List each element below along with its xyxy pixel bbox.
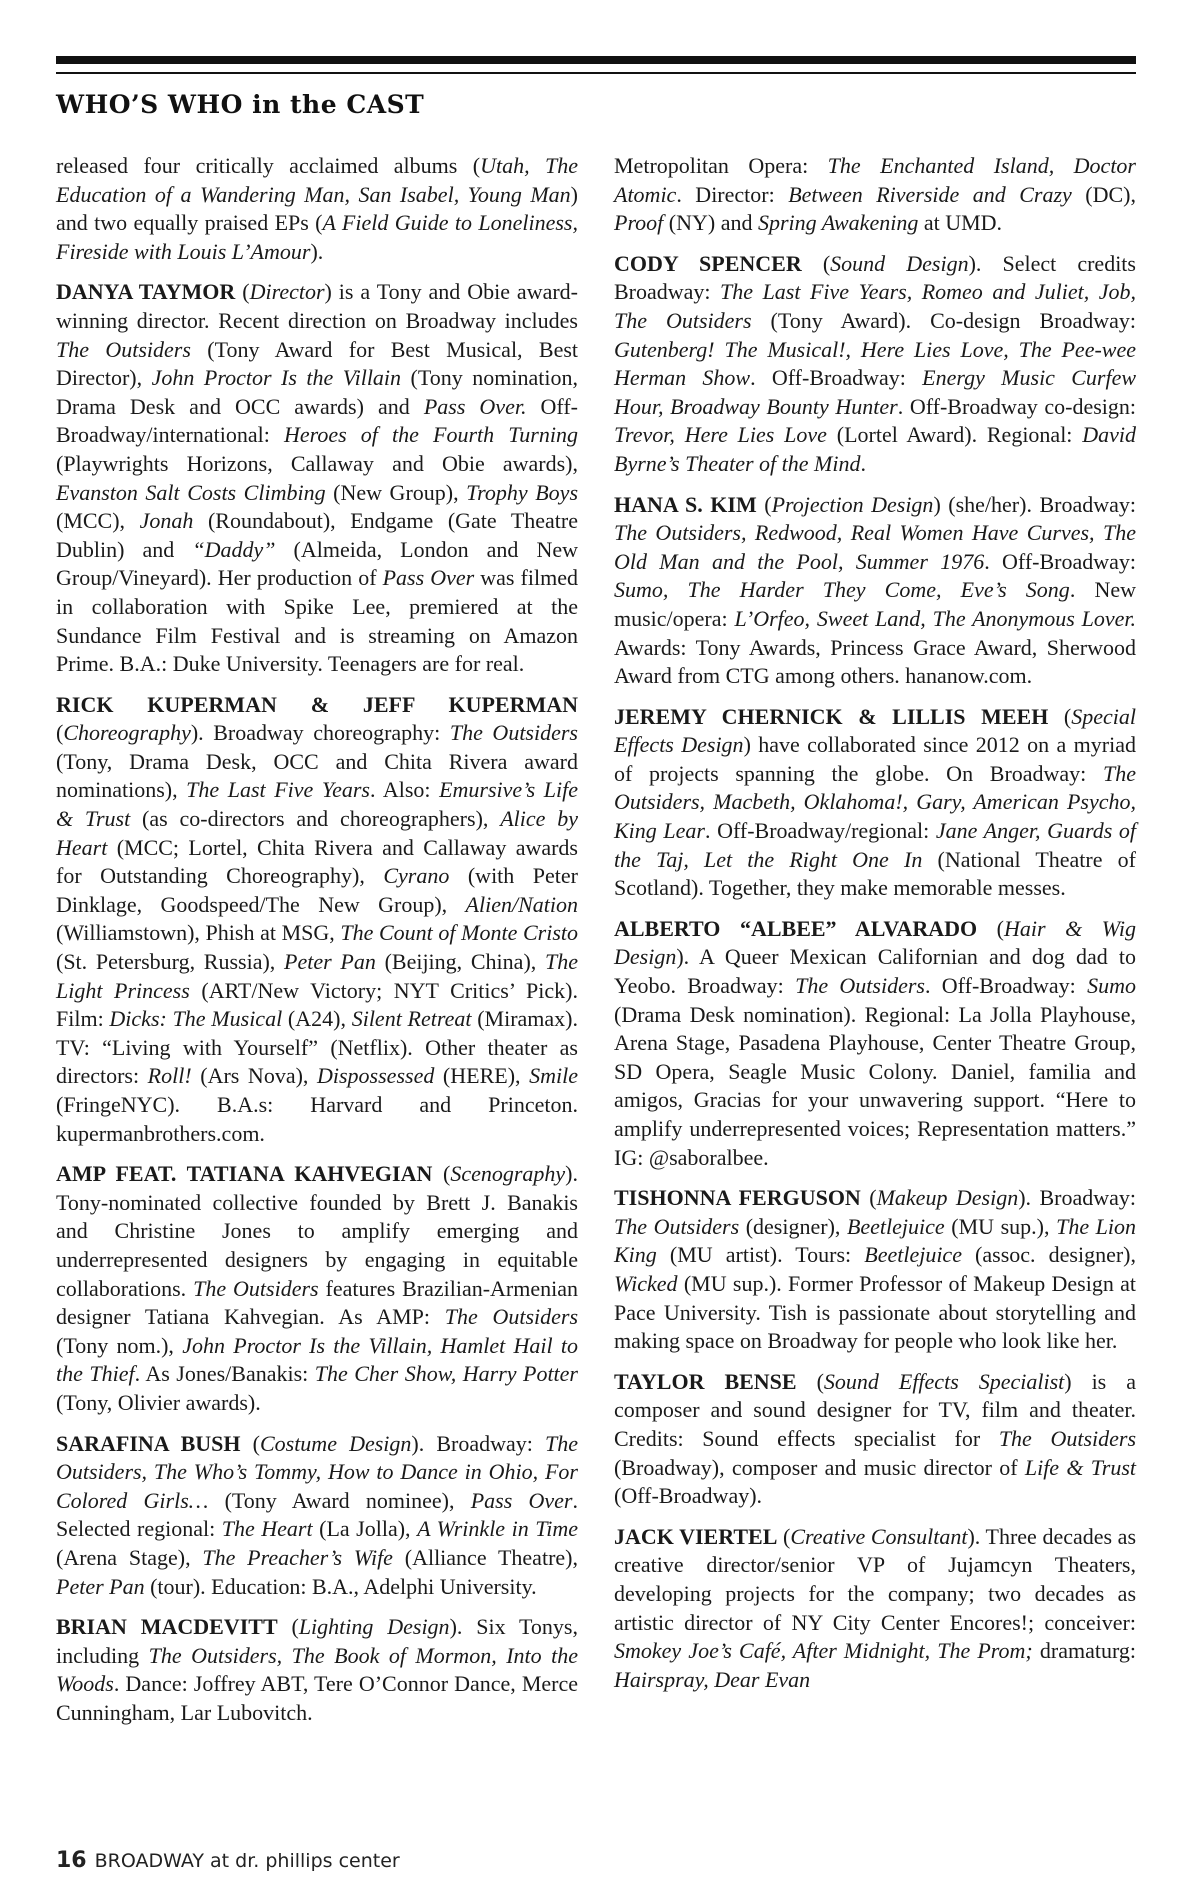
bio-role: Sound Effects Specialist <box>823 1368 1065 1394</box>
bio-text: AMP FEAT. TATIANA KAHVEGIAN (Scenography). Tony-nominated collective founded by Brett J. Banakis and Christine Jones to amplify emerging and underrepresented designers by engaging in equitable collaborations. The Outsiders features Brazilian-Armenian designer Tatiana Kahvegian. As AMP: The Outsiders (Tony nom.), John Proctor Is the Villain, Hamlet Hail to the Thief. As Jones/Banakis: The Cher Show, Harry Potter (Tony, Olivier awards). <box>56 1161 579 1415</box>
bio-role: Makeup Design <box>876 1185 1019 1211</box>
bio-role: Creative Consultant <box>790 1523 968 1549</box>
title-italic: The Outsiders, The Who’s Tommy, How to Dance in Ohio, For Colored Girls… <box>56 1430 579 1513</box>
bio-segment: (Ars Nova), <box>191 1063 317 1089</box>
bio-segment: . Off-Broadway: <box>984 548 1137 574</box>
bio-segment: (NY) and <box>663 210 758 236</box>
bio-segment: features Brazilian-Armenian designer Tatiana Kahvegian. As AMP: <box>56 1275 578 1330</box>
title-italic: The Lion King <box>614 1213 1136 1268</box>
bio-segment: at UMD. <box>918 210 1003 236</box>
title-italic: The Outsiders <box>193 1275 319 1301</box>
bio-segment: is a composer and sound designer for TV, film and theater. Credits: Sound effects specialist for <box>614 1368 1136 1451</box>
title-italic: David Byrne’s Theater of the Mind <box>614 422 1136 476</box>
bio-role: Lighting Design <box>298 1614 450 1640</box>
title-italic: Dispossessed <box>317 1063 435 1089</box>
bio-entry-alberto <box>614 915 1136 1172</box>
bio-segment: have collaborated since 2012 on a myriad of projects spanning the globe. On Broadway: <box>614 732 1136 786</box>
title-italic: The Preacher’s Wife <box>202 1544 393 1570</box>
header-rule-thin <box>56 72 1136 74</box>
title-italic: Evanston Salt Costs Climbing <box>56 479 326 505</box>
title-italic: Dicks: The Musical <box>109 1006 283 1032</box>
bio-segment: (tour). Education: B.A., Adelphi University. <box>144 1573 537 1599</box>
bio-text: RICK KUPERMAN & JEFF KUPERMAN (Choreography). Broadway choreography: The Outsiders (Tony, Drama Desk, OCC and Chita Rivera award nominations), The Last Five Years. Also: Emursive’s Life & Trust (as co-directors and choreographers), Alice by Heart (MCC; Lortel, Chita Rivera and Callaway awards for Outstanding Choreography), Cyrano (with Peter Dinklage, Goodspeed/The New Group), Alien/Nation (Williamstown), Phish at MSG, The Count of Monte Cristo (St. Petersburg, Russia), Peter Pan (Beijing, China), The Light Princess (ART/New Victory; NYT Critics’ Pick). Film: Dicks: The Musical (A24), Silent Retreat (Miramax). TV: “Living with Yourself” (Netflix). Other theater as directors: Roll! (Ars Nova), Dispossessed (HERE), Smile (FringeNYC). B.A.s: Harvard and Princeton. kupermanbrothers.com. <box>56 691 579 1146</box>
bio-segment: (Tony nomination, Drama Desk and OCC awards) and <box>56 365 578 419</box>
bio-segment: (Playwrights Horizons, Callaway and Obie awards), <box>56 450 578 476</box>
bio-segment: . Broadway: <box>418 1430 546 1456</box>
bio-entry-hana <box>614 491 1136 691</box>
bio-name: TAYLOR BENSE <box>614 1368 797 1394</box>
bio-segment: Awards: Tony Awards, Princess Grace Award, Sherwood Award from CTG among others. hananow.com. <box>614 634 1136 689</box>
bio-entry-sarafina <box>56 1430 578 1602</box>
bio-segment: . New music/opera: <box>614 577 1136 631</box>
bio-segment: . A Queer Mexican Californian and dog dad to Yeobo. Broadway: <box>614 944 1136 999</box>
bio-entry-brian <box>56 1613 578 1727</box>
title-italic: Pass Over. <box>423 393 527 419</box>
bio-segment: dramaturg: <box>1032 1638 1137 1664</box>
title-italic: Sumo <box>1087 973 1136 999</box>
bio-text: TISHONNA FERGUSON (Makeup Design). Broadway: The Outsiders (designer), Beetlejuice (MU sup.), The Lion King (MU artist). Tours: Beetlejuice (assoc. designer), Wicked (MU sup.). Former Professor of Makeup Design at Pace University. Tish is passionate about storytelling and making space on Broadway for people who look like her. <box>614 1185 1137 1354</box>
bio-segment: (HERE), <box>434 1063 530 1089</box>
bio-text: DANYA TAYMOR (Director) is a Tony and Obie award-winning director. Recent direction on Broadway includes The Outsiders (Tony Award for Best Musical, Best Director), John Proctor Is the Villain (Tony nomination, Drama Desk and OCC awards) and Pass Over. Off-Broadway/international: Heroes of the Fourth Turning (Playwrights Horizons, Callaway and Obie awards), Evanston Salt Costs Climbing (New Group), Trophy Boys (MCC), Jonah (Roundabout), Endgame (Gate Theatre Dublin) and “Daddy” (Almeida, London and New Group/Vineyard). Her production of Pass Over was filmed in collaboration with Spike Lee, premiered at the Sundance Film Festival and is streaming on Amazon Prime. B.A.: Duke University. Teenagers are for real. <box>56 279 579 677</box>
title-italic: A Field Guide to Loneliness, Fireside with Louis L’Amour <box>56 210 578 264</box>
title-italic: Alice by Heart <box>56 806 578 860</box>
bio-entry-kuperman <box>56 691 578 1149</box>
bio-text: TAYLOR BENSE (Sound Effects Specialist) is a composer and sound designer for TV, film and theater. Credits: Sound effects specialist for The Outsiders (Broadway), composer and music director of Life & Trust (Off-Broadway). <box>614 1368 1137 1509</box>
bio-entry-jack <box>614 1523 1136 1695</box>
bio-entry-taylor <box>614 1368 1136 1511</box>
bio-text <box>56 152 578 266</box>
title-italic: A Wrinkle in Time <box>417 1516 579 1542</box>
bio-text: CODY SPENCER (Sound Design). Select credits Broadway: The Last Five Years, Romeo and Juliet, Job, The Outsiders (Tony Award). Co-design Broadway: Gutenberg! The Musical!, Here Lies Love, The Pee-wee Herman Show. Off-Broadway: Energy Music Curfew Hour, Broadway Bounty Hunter. Off-Broadway co-design: Trevor, Here Lies Love (Lortel Award). Regional: David Byrne’s Theater of the Mind. <box>614 250 1137 476</box>
bio-segment: . Off-Broadway/regional: <box>704 818 936 844</box>
bio-segment: (Drama Desk nomination). Regional: La Jolla Playhouse, Arena Stage, Pasadena Playhouse, Center Theatre Group, SD Opera, Seagle Music Colony. Daniel, familia and amigos, Gracias for your unwavering support. “Here to amplify underrepresented voices; Representation matters.” IG: @saboralbee. <box>614 1001 1136 1170</box>
title-italic: Cyrano <box>383 863 450 889</box>
bio-segment: . Broadway: <box>1025 1185 1137 1211</box>
title-italic: Jane Anger, Guards of the Taj, Let the Right One In <box>614 818 1136 872</box>
bio-entry-jeremy <box>614 703 1136 903</box>
title-italic: The Outsiders, Macbeth, Oklahoma!, Gary, American Psycho, King Lear <box>614 760 1136 844</box>
title-italic: John Proctor Is the Villain <box>151 365 402 391</box>
title-italic: The Outsiders <box>998 1425 1137 1451</box>
bio-role: Hair & Wig Design <box>614 915 1137 970</box>
bio-continuation <box>56 152 578 266</box>
right-column <box>614 152 1136 1706</box>
bio-role: Sound Design <box>830 250 969 276</box>
bio-segment: (MU sup.). Former Professor of Makeup Design at Pace University. Tish is passionate about storytelling and making space on Broadway for people who look like her. <box>614 1270 1136 1354</box>
title-italic: Life & Trust <box>1024 1454 1136 1480</box>
bio-segment: (FringeNYC). B.A.s: Harvard and Princeton. kupermanbrothers.com. <box>56 1092 578 1146</box>
title-italic: Proof <box>614 210 664 236</box>
bio-segment: (Lortel Award). Regional: <box>826 422 1083 448</box>
bio-segment: (Beijing, China), <box>375 949 545 975</box>
bio-segment: . Off-Broadway: <box>750 365 923 391</box>
bio-segment: (Arena Stage), <box>56 1544 203 1570</box>
bio-segment: . Three decades as creative director/senior VP of Jujamcyn Theaters, developing projects for the company; two decades as artistic director of NY City Center Encores!; conceiver: <box>614 1523 1137 1635</box>
bio-text: ALBERTO “ALBEE” ALVARADO (Hair & Wig Design). A Queer Mexican Californian and dog dad to Yeobo. Broadway: The Outsiders. Off-Broadway: Sumo (Drama Desk nomination). Regional: La Jolla Playhouse, Arena Stage, Pasadena Playhouse, Center Theatre Group, SD Opera, Seagle Music Colony. Daniel, familia and amigos, Gracias for your unwavering support. “Here to amplify underrepresented voices; Representation matters.” IG: @saboralbee. <box>614 915 1137 1170</box>
bio-segment: . As Jones/Banakis: <box>134 1361 315 1387</box>
bio-segment: (National Theatre of Scotland). Together, they make memorable messes. <box>614 846 1136 901</box>
bio-name: TISHONNA FERGUSON <box>614 1185 861 1211</box>
title-italic: Silent Retreat <box>351 1006 472 1032</box>
title-italic: The Cher Show, Harry Potter <box>314 1361 578 1387</box>
bio-segment: (Tony nom.), <box>56 1332 183 1358</box>
bio-segment: . Tony-nominated collective founded by Brett J. Banakis and Christine Jones to amplify emerging and underrepresented designers by engaging in equitable collaborations. <box>56 1161 578 1301</box>
bio-role: Scenography <box>450 1161 566 1187</box>
bio-segment: (Miramax). TV: “Living with Yourself” (Netflix). Other theater as directors: <box>56 1006 579 1089</box>
bio-continuation <box>614 152 1136 238</box>
title-italic: Pass Over <box>382 565 475 591</box>
bio-segment: . Select credits Broadway: <box>614 250 1136 305</box>
bio-role: Projection Design <box>771 491 934 517</box>
title-italic: John Proctor Is the Villain, Hamlet Hail to the Thief <box>56 1332 578 1387</box>
bio-segment: . Six Tonys, including <box>56 1614 578 1668</box>
bio-segment: (MU artist). Tours: <box>656 1242 865 1268</box>
title-italic: The Count of Monte Cristo <box>340 920 578 946</box>
section-title: WHO’S WHO in the CAST <box>56 90 425 119</box>
title-italic: The Light Princess <box>56 949 578 1003</box>
bio-segment: ). <box>310 238 324 264</box>
title-italic: Pass Over <box>470 1487 573 1513</box>
bio-name: AMP FEAT. TATIANA KAHVEGIAN <box>56 1161 433 1187</box>
bio-segment: . <box>860 450 866 476</box>
title-italic: Trevor, Here Lies Love <box>614 422 827 448</box>
bio-segment: (assoc. designer), <box>961 1242 1136 1268</box>
bio-name: JEREMY CHERNICK & LILLIS MEEH <box>614 703 1049 729</box>
bio-segment: (as co-directors and choreographers), <box>130 806 501 832</box>
bio-segment: Metropolitan Opera: <box>614 153 828 178</box>
title-italic: Gutenberg! The Musical!, Here Lies Love, The Pee-wee Herman Show <box>614 336 1136 391</box>
bio-segment: . Director: <box>676 181 789 207</box>
title-italic: Beetlejuice <box>864 1242 962 1268</box>
bio-segment: (Alliance Theatre), <box>392 1544 578 1570</box>
title-italic: The Heart <box>221 1516 313 1542</box>
title-italic: Utah, The Education of a Wandering Man, San Isabel, Young Man <box>56 153 579 207</box>
page-footer <box>56 1848 400 1873</box>
title-italic: The Outsiders <box>449 720 578 746</box>
bio-segment: . Broadway choreography: <box>198 720 450 746</box>
bio-text: JACK VIERTEL (Creative Consultant). Three decades as creative director/senior VP of Jujamcyn Theaters, developing projects for the company; two decades as artistic director of NY City Center Encores!; conceiver: Smokey Joe’s Café, After Midnight, The Prom; dramaturg: Hairspray, Dear Evan <box>614 1523 1137 1692</box>
title-italic: The Outsiders, Redwood, Real Women Have Curves, The Old Man and the Pool, Summer 1976 <box>614 520 1136 574</box>
title-italic: Alien/Nation <box>465 891 578 917</box>
bio-segment: (with Peter Dinklage, Goodspeed/The New Group), <box>56 863 578 917</box>
bio-segment: (New Group), <box>325 479 467 505</box>
bio-segment: (DC), <box>1071 181 1137 207</box>
bio-segment: . Off-Broadway: <box>924 973 1088 999</box>
title-italic: Trophy Boys <box>466 479 579 505</box>
bio-segment: (she/her). Broadway: <box>940 491 1136 517</box>
bio-segment: (Tony Award nominee), <box>208 1487 471 1513</box>
header-rule-thick <box>56 56 1136 64</box>
bio-segment: (Tony Award for Best Musical, Best Director), <box>56 336 579 391</box>
bio-segment: . Dance: Joffrey ABT, Tere O’Connor Dance, Merce Cunningham, Lar Lubovitch. <box>56 1671 578 1725</box>
bio-segment: (Williamstown), Phish at MSG, <box>56 920 341 946</box>
bio-role: Choreography <box>63 720 191 746</box>
title-italic: Spring Awakening <box>758 210 919 236</box>
title-italic: The Outsiders <box>56 336 191 362</box>
title-italic: Sumo, The Harder They Come, Eve’s Song <box>614 577 1070 603</box>
title-italic: Roll! <box>147 1063 192 1089</box>
bio-name: JACK VIERTEL <box>614 1523 778 1549</box>
bio-segment: (A24), <box>282 1006 352 1032</box>
bio-role: Director <box>249 279 325 305</box>
bio-name: CODY SPENCER <box>614 250 802 276</box>
bio-segment: was filmed in collaboration with Spike Lee, premiered at the Sundance Film Festival and is streaming on Amazon Prime. B.A.: Duke University. Teenagers are for real. <box>56 565 578 677</box>
bio-entry-danya <box>56 278 578 678</box>
title-italic: The Outsiders <box>614 1213 740 1239</box>
publication-name: BROADWAY at dr. phillips center <box>94 1850 400 1872</box>
bio-segment: is a Tony and Obie award-winning director. Recent direction on Broadway includes <box>56 279 579 333</box>
bio-segment: (Tony, Olivier awards). <box>56 1389 261 1415</box>
bio-name: DANYA TAYMOR <box>56 279 236 305</box>
title-italic: Wicked <box>614 1270 678 1296</box>
title-italic: Peter Pan <box>56 1573 145 1599</box>
bio-segment: (La Jolla), <box>312 1516 418 1542</box>
bio-text: BRIAN MACDEVITT (Lighting Design). Six Tonys, including The Outsiders, The Book of Mormon, Into the Woods. Dance: Joffrey ABT, Tere O’Connor Dance, Merce Cunningham, Lar Lubovitch. <box>56 1614 578 1725</box>
title-italic: Beetlejuice <box>846 1213 945 1239</box>
bio-segment: (Broadway), composer and music director of <box>614 1454 1025 1480</box>
bio-text <box>614 152 1136 238</box>
bio-name: BRIAN MACDEVITT <box>56 1614 278 1640</box>
title-italic: Peter Pan <box>284 949 376 975</box>
title-italic: “Daddy” <box>192 536 276 562</box>
bio-segment: . Selected regional: <box>56 1487 578 1542</box>
title-italic: Emursive’s Life & Trust <box>56 777 578 832</box>
bio-name: RICK KUPERMAN & JEFF KUPERMAN <box>56 691 578 717</box>
title-italic: The Enchanted Island, Doctor Atomic <box>614 153 1136 207</box>
left-column <box>56 152 578 1739</box>
bio-segment: (Roundabout), Endgame (Gate Theatre Dublin) and <box>56 508 579 562</box>
title-italic: Between Riverside and Crazy <box>788 181 1072 207</box>
title-italic: Jonah <box>139 508 194 534</box>
bio-text: HANA S. KIM (Projection Design) (she/her). Broadway: The Outsiders, Redwood, Real Women Have Curves, The Old Man and the Pool, Summer 1976. Off-Broadway: Sumo, The Harder They Come, Eve’s Song. New music/opera: L’Orfeo, Sweet Land, The Anonymous Lover. Awards: Tony Awards, Princess Grace Award, Sherwood Award from CTG among others. hananow.com. <box>614 491 1137 689</box>
title-italic: Hairspray, Dear Evan <box>614 1666 811 1692</box>
bio-segment: released four critically acclaimed albums ( <box>56 153 481 178</box>
bio-segment: . Off-Broadway co-design: <box>897 393 1136 419</box>
bio-segment: (MCC), <box>56 508 140 534</box>
page-number: 16 <box>56 1848 87 1873</box>
title-italic: The Last Five Years, Romeo and Juliet, Job, The Outsiders <box>614 279 1136 333</box>
bio-text: SARAFINA BUSH (Costume Design). Broadway: The Outsiders, The Who’s Tommy, How to Dance in Ohio, For Colored Girls… (Tony Award nominee), Pass Over. Selected regional: The Heart (La Jolla), A Wrinkle in Time (Arena Stage), The Preacher’s Wife (Alliance Theatre), Peter Pan (tour). Education: B.A., Adelphi University. <box>56 1430 579 1599</box>
title-italic: L’Orfeo, Sweet Land, The Anonymous Lover. <box>734 605 1136 631</box>
bio-entry-amp <box>56 1160 578 1417</box>
title-italic: Energy Music Curfew Hour, Broadway Bounty Hunter <box>614 365 1137 419</box>
bio-segment: (Tony, Drama Desk, OCC and Chita Rivera award nominations), <box>56 748 578 803</box>
bio-segment: (Tony Award). Co-design Broadway: <box>751 307 1137 333</box>
bio-segment: (Almeida, London and New Group/Vineyard). Her production of <box>56 536 579 591</box>
bio-segment: (MCC; Lortel, Chita Rivera and Callaway awards for Outstanding Choreography), <box>56 834 578 889</box>
title-italic: Heroes of the Fourth Turning <box>283 422 578 448</box>
bio-name: HANA S. KIM <box>614 491 757 517</box>
bio-role: Special Effects Design <box>614 703 1136 758</box>
bio-entry-tishonna <box>614 1184 1136 1356</box>
bio-segment: (designer), <box>739 1213 847 1239</box>
bio-segment: (Off-Broadway). <box>614 1483 763 1509</box>
bio-role: Costume Design <box>259 1430 412 1456</box>
title-italic: Smile <box>529 1063 578 1089</box>
title-italic: The Outsiders, The Book of Mormon, Into the Woods <box>56 1642 578 1697</box>
bio-segment: (ART/New Victory; NYT Critics’ Pick). Film: <box>56 977 578 1032</box>
bio-name: ALBERTO “ALBEE” ALVARADO <box>614 915 978 941</box>
title-italic: The Last Five Years <box>186 777 370 803</box>
bio-entry-cody <box>614 250 1136 479</box>
bio-segment: (St. Petersburg, Russia), <box>56 949 285 975</box>
bio-segment: . Also: <box>369 777 440 803</box>
bio-segment: ) and two equally praised EPs ( <box>56 181 578 236</box>
bio-text: JEREMY CHERNICK & LILLIS MEEH (Special Effects Design) have collaborated since 2012 on a myriad of projects spanning the globe. On Broadway: The Outsiders, Macbeth, Oklahoma!, Gary, American Psycho, King Lear. Off-Broadway/regional: Jane Anger, Guards of the Taj, Let the Right One In (National Theatre of Scotland). Together, they make memorable messes. <box>614 703 1136 901</box>
title-italic: The Outsiders <box>795 973 925 999</box>
title-italic: The Outsiders <box>444 1304 579 1330</box>
bio-name: SARAFINA BUSH <box>56 1430 241 1456</box>
title-italic: Smokey Joe’s Café, After Midnight, The Prom; <box>614 1638 1033 1664</box>
bio-segment: (MU sup.), <box>944 1213 1057 1239</box>
bio-segment: Off-Broadway/international: <box>56 393 579 448</box>
